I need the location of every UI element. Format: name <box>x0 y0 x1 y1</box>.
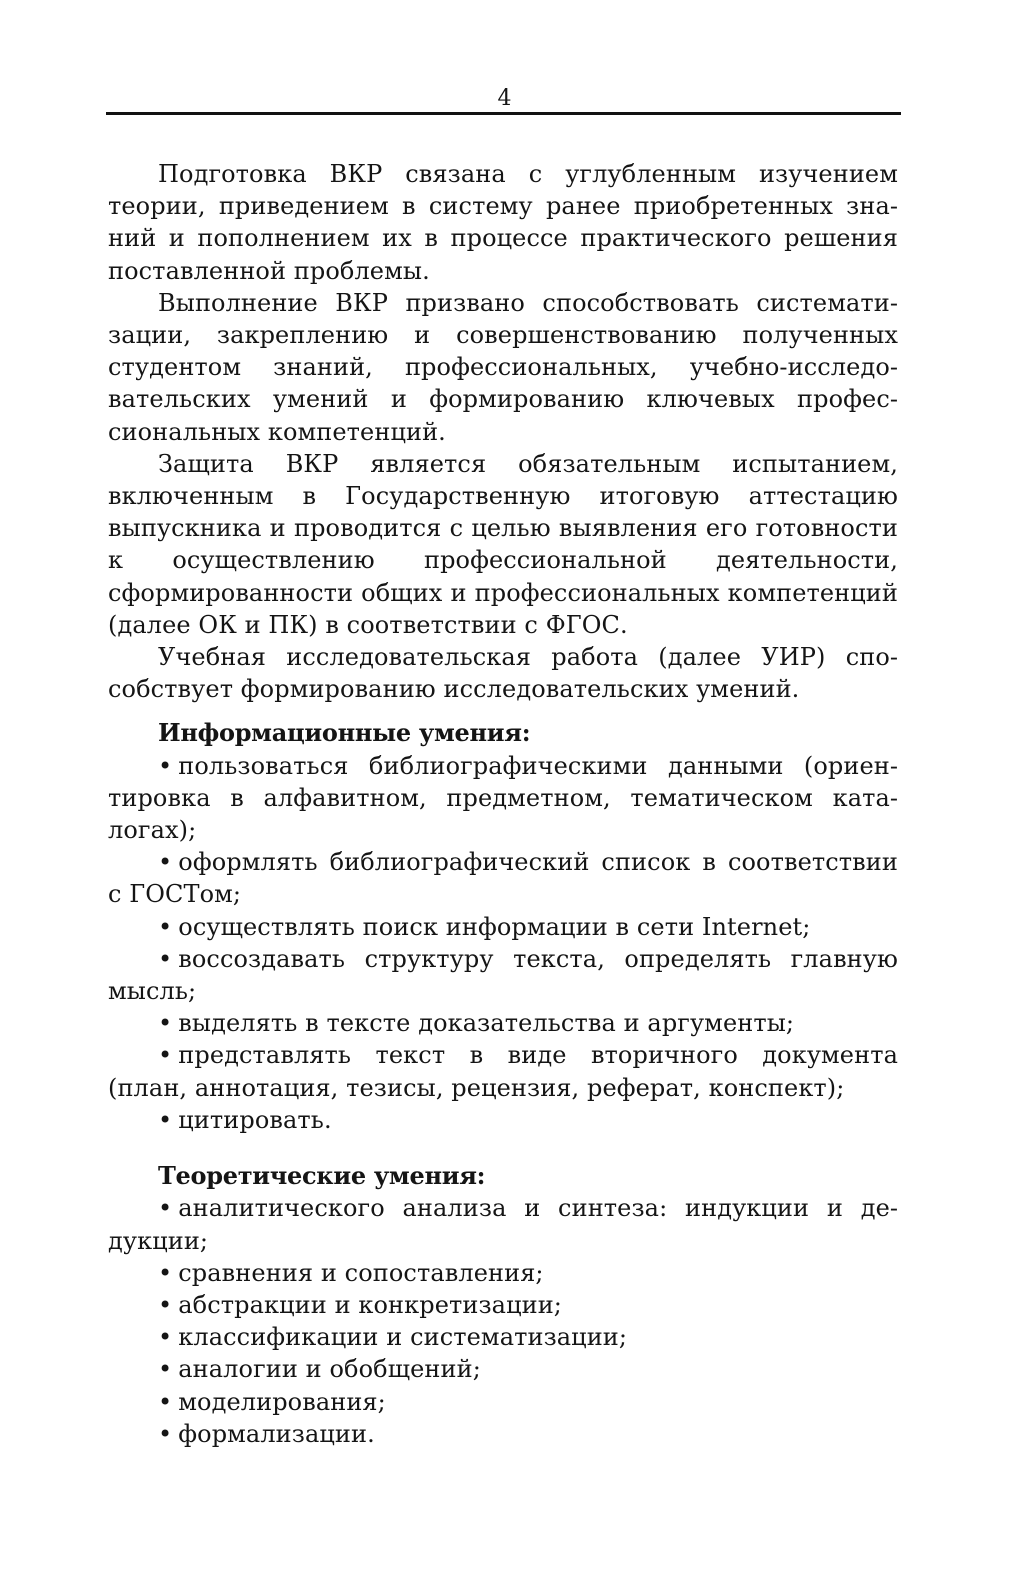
list-item-text: аналитического анализа и синтеза: индукции и дедукции; <box>108 1194 898 1255</box>
bullet-icon: • <box>158 1009 173 1038</box>
list-item <box>108 1353 898 1385</box>
list-item <box>108 1289 898 1321</box>
bullet-icon: • <box>158 1041 173 1070</box>
list-item-text: воссоздавать структуру текста, определять главную мысль; <box>108 944 898 1006</box>
list-item <box>108 1192 898 1256</box>
paragraph-uir: Учебная исследовательская работа (далее УИР) способствует формированию исследовательских умений. <box>108 643 898 704</box>
list-item <box>108 750 898 847</box>
bullet-icon: • <box>158 1258 173 1287</box>
list-item-text: классификации и систематизации; <box>178 1323 628 1352</box>
list-item-text: сравнения и сопоставления; <box>178 1258 544 1287</box>
list-item <box>108 1418 898 1450</box>
bullet-icon: • <box>158 912 173 941</box>
bullet-icon: • <box>158 1355 173 1384</box>
section-title-info-skills: Информационные умения: <box>158 718 531 748</box>
bullet-icon: • <box>158 1419 173 1448</box>
bullet-icon: • <box>158 1194 173 1223</box>
bullet-icon: • <box>158 1290 173 1319</box>
list-item-text: формализации. <box>178 1419 375 1448</box>
list-item-text: аналогии и обобщений; <box>178 1355 481 1384</box>
bullet-icon: • <box>158 1323 173 1352</box>
page-number: 4 <box>497 86 512 111</box>
paragraph-vkr-execution: Выполнение ВКР призвано способствовать систематизации, закреплению и совершенствованию полученных студентом знаний, профессиональных, учебно-исследовательских умений и формированию ключевых профессиональных компетенций. <box>108 288 898 446</box>
bullet-icon: • <box>158 1105 173 1134</box>
list-item <box>108 1386 898 1418</box>
list-item-text: выделять в тексте доказательства и аргументы; <box>178 1009 795 1038</box>
list-item <box>108 1007 898 1039</box>
list-item-text: осуществлять поиск информации в сети Internet; <box>178 912 811 941</box>
section-title-theory-skills: Теоретические умения: <box>158 1161 486 1191</box>
list-item-text: цитировать. <box>178 1105 332 1134</box>
list-item-text: оформлять библиографический список в соответствии с ГОСТом; <box>108 848 898 909</box>
info-skills-list <box>108 750 898 1136</box>
list-item <box>108 943 898 1007</box>
list-item-text: пользоваться библиографическими данными (ориентировка в алфавитном, предметном, тематическом каталогах); <box>108 751 898 845</box>
bullet-icon: • <box>158 848 173 877</box>
list-item-text: представлять текст в виде вторичного документа (план, аннотация, тезисы, рецензия, реферат, конспект); <box>108 1041 898 1102</box>
bullet-icon: • <box>158 1387 173 1416</box>
list-item <box>108 1257 898 1289</box>
list-item <box>108 1104 898 1136</box>
list-item <box>108 1321 898 1353</box>
bullet-icon: • <box>158 944 173 973</box>
header-divider <box>106 112 901 115</box>
list-item-text: абстракции и конкретизации; <box>178 1290 562 1319</box>
list-item <box>108 1039 898 1103</box>
list-item <box>108 846 898 910</box>
paragraph-vkr-defense: Защита ВКР является обязательным испытанием, включенным в Государственную итоговую аттестацию выпускника и проводится с целью выявления его готовности к осуществлению профессиональной деятельности, сформированности общих и профессиональных компетенций (далее ОК и ПК) в соответствии с ФГОС. <box>108 449 898 639</box>
paragraph-vkr-preparation: Подготовка ВКР связана с углубленным изучением теории, приведением в систему ранее приобретенных знаний и пополнением их в процессе практического решения поставленной проблемы. <box>108 160 898 285</box>
bullet-icon: • <box>158 751 173 780</box>
list-item <box>108 911 898 943</box>
page-body <box>108 158 898 1450</box>
list-item-text: моделирования; <box>178 1387 386 1416</box>
theory-skills-list <box>108 1192 898 1450</box>
